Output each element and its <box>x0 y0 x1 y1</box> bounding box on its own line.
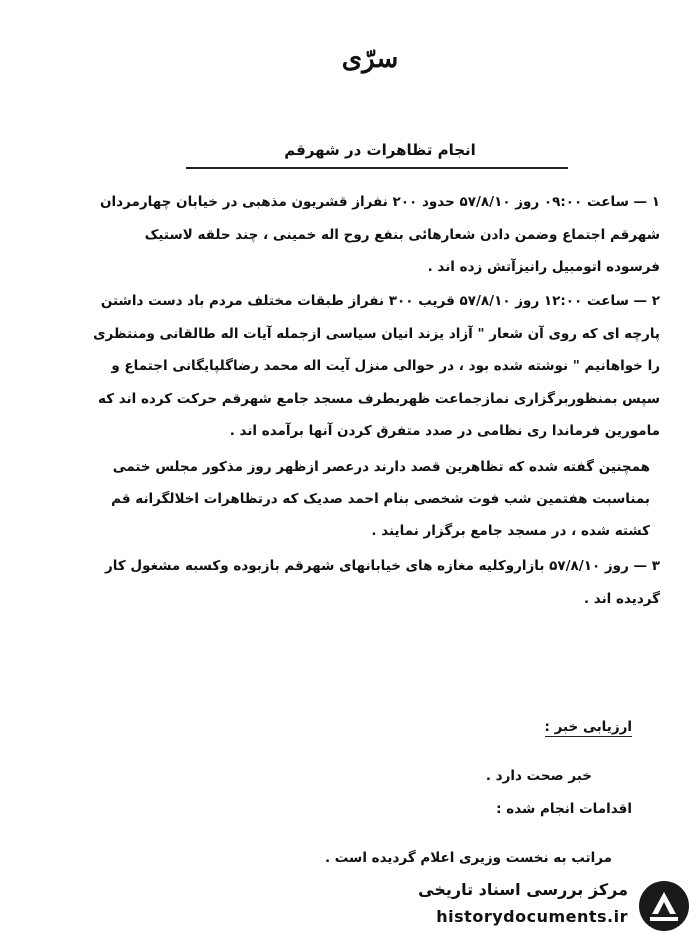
evaluation-label: ارزیابی خبر : <box>544 719 632 735</box>
line-text: ساعت ۱۲:۰۰ روز ۵۷/۸/۱۰ قریب ۳۰۰ نفراز طبقات مختلف مردم باد دست داشتن <box>100 293 629 309</box>
report-line: فرسوده اتومبیل رانیزآتش زده اند . <box>427 259 660 275</box>
item-number: ۳ <box>651 558 660 574</box>
additional-paragraph <box>45 451 650 547</box>
report-line: را خواهانیم " نوشته شده بود ، در حوالی منزل آیت اله محمد رضاگلپایگانی اجتماع و <box>111 358 660 374</box>
line-text: ساعت ۰۹:۰۰ روز ۵۷/۸/۱۰ حدود ۲۰۰ نفراز قشریون مذهبی در خیابان چهارمردان <box>100 194 629 210</box>
report-line: مامورین فرماندا ری نظامی در صدد متفرق کردن آنها برآمده اند . <box>229 423 660 439</box>
item-number: ۲ <box>651 293 660 309</box>
archive-logo-icon <box>636 878 692 934</box>
report-line: همچنین گفته شده که تظاهرین قصد دارند درعصر ازظهر روز مذکور مجلس ختمی <box>112 459 650 475</box>
actions-value: مراتب به نخست وزیری اعلام گردیده است . <box>324 850 612 866</box>
watermark-url: historydocuments.ir <box>436 907 628 926</box>
report-item-2 <box>45 285 660 448</box>
report-item-3 <box>45 550 660 615</box>
report-line: ۲ — ساعت ۱۲:۰۰ روز ۵۷/۸/۱۰ قریب ۳۰۰ نفراز طبقات مختلف مردم باد دست داشتن <box>100 293 660 309</box>
report-line: بمناسبت هفتمین شب فوت شخصی بنام احمد صدیک که درتظاهرات اخلالگرانه قم <box>111 491 650 507</box>
actions-label: اقدامات انجام شده : <box>496 801 632 817</box>
report-line: ۳ — روز ۵۷/۸/۱۰ بازاروکلیه مغازه های خیابانهای شهرقم بازبوده وکسبه مشغول کار <box>105 558 660 574</box>
title-underline <box>186 167 568 169</box>
report-line: شهرقم اجتماع وضمن دادن شعارهائی بنفع روح اله خمینی ، چند حلقه لاستیک <box>144 226 660 243</box>
watermark-title: مرکز بررسی اسناد تاریخی <box>418 880 628 899</box>
evaluation-value: خبر صحت دارد . <box>485 768 592 784</box>
report-line: کشته شده ، در مسجد جامع برگزار نمایند . <box>371 523 650 539</box>
archive-watermark <box>410 876 696 940</box>
report-line: گردیده اند . <box>583 590 660 607</box>
classification-heading: سرّی <box>341 44 399 74</box>
item-number: ۱ <box>651 194 660 210</box>
report-item-1 <box>45 186 660 284</box>
line-text: روز ۵۷/۸/۱۰ بازاروکلیه مغازه های خیابانهای شهرقم بازبوده وکسبه مشغول کار <box>105 558 629 574</box>
report-line: پارچه ای که روی آن شعار " آزاد یزند انیان سیاسی ازجمله آیات اله طالقانی ومنتظری <box>93 325 660 342</box>
report-line: سپس بمنظوربرگزاری نمازجماعت ظهربطرف مسجد جامع شهرقم حرکت کرده اند که <box>98 390 660 407</box>
evaluation-label-row <box>320 719 632 735</box>
document-title: انجام تظاهرات در شهرقم <box>284 141 476 159</box>
report-line: ۱ — ساعت ۰۹:۰۰ روز ۵۷/۸/۱۰ حدود ۲۰۰ نفراز قشریون مذهبی در خیابان چهارمردان <box>100 194 660 210</box>
